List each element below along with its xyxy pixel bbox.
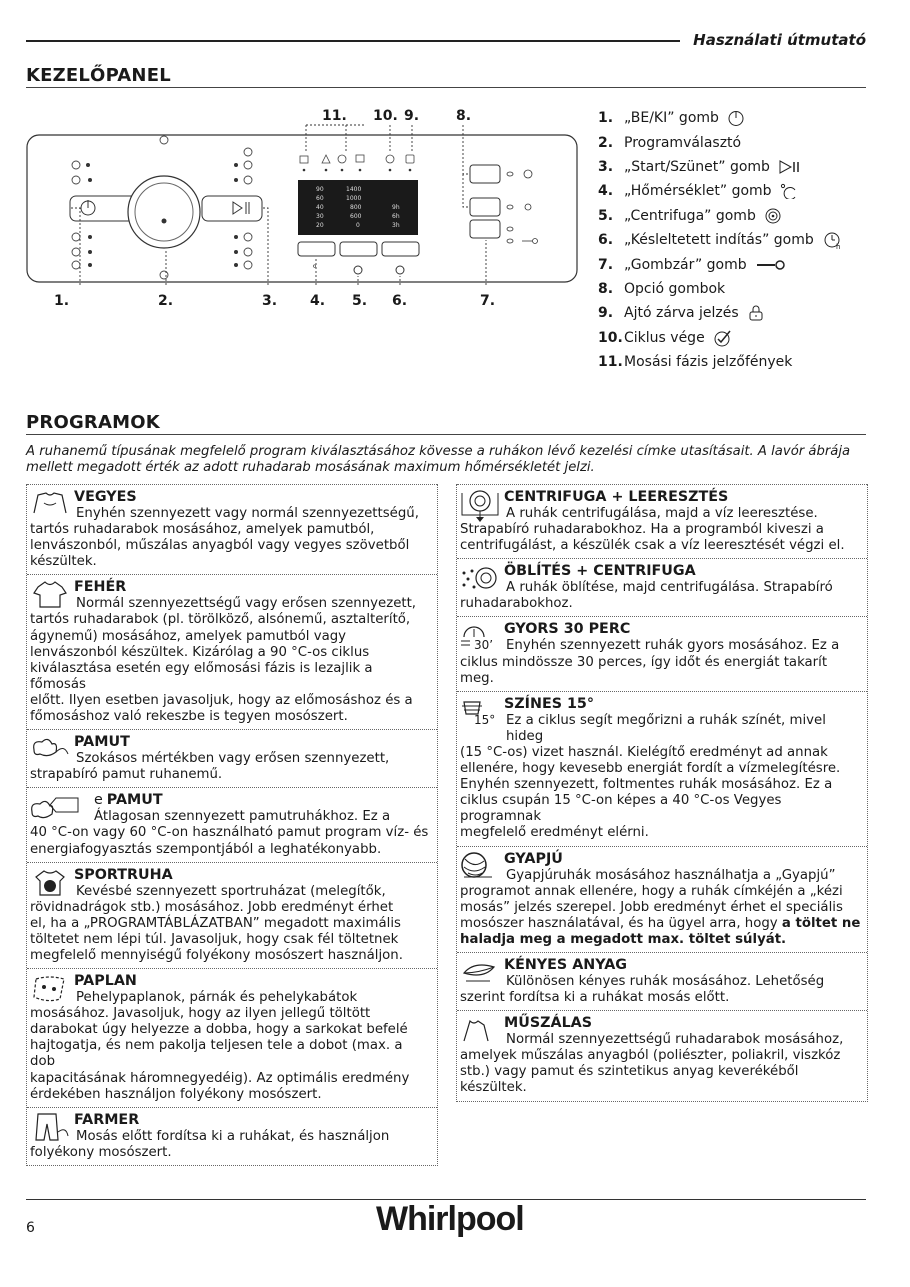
legend-label: „Késleltetett indítás” gomb (624, 232, 814, 249)
rinse-spin-icon (460, 563, 500, 593)
program-desc-line: főmosáshoz való rekeszbe is tegyen mosószert. (30, 709, 348, 725)
program-title (94, 791, 431, 809)
temperature-icon (776, 183, 798, 199)
program-desc-line: energiafogyasztás szempontjából a leghatékonyabb. (30, 841, 382, 857)
eco-cotton-icon (30, 792, 70, 822)
legend-item (598, 326, 898, 350)
delicates-icon (460, 957, 500, 987)
temperature-button-shape (298, 242, 335, 256)
program-title-text: KÉNYES ANYAG (504, 956, 628, 973)
header-rule (26, 40, 680, 42)
white-shirt-icon (30, 579, 70, 609)
program-quick-30 (457, 616, 867, 690)
program-title (504, 1014, 861, 1032)
legend-number: 5. (598, 207, 614, 224)
panel-label-2: 2. (158, 293, 174, 309)
program-mixed (27, 484, 437, 574)
program-title-text: ÖBLÍTÉS + CENTRIFUGA (504, 563, 696, 580)
program-desc-line: tartós ruhadarabok (pl. törölköző, alsónemű, asztalterítő, (30, 612, 411, 628)
program-title (74, 1111, 431, 1129)
program-dial-shape (128, 176, 200, 248)
colours-15-icon (460, 696, 500, 726)
temp-60: 60 (316, 195, 324, 202)
program-duvet (27, 968, 437, 1107)
program-title-text: FARMER (74, 1111, 140, 1128)
eco-mark: e (94, 792, 103, 809)
power-icon (723, 109, 745, 127)
key-lock-button-shape (470, 220, 500, 238)
program-colours-15 (457, 691, 867, 846)
program-desc-line (460, 916, 861, 932)
program-desc-line: Enyhén szennyezett vagy normál szennyezettségű, (76, 506, 419, 521)
panel-label-11: 11. (322, 108, 347, 124)
program-desc-line: A ruhák öblítése, majd centrifugálása. Strapabíró (506, 580, 833, 596)
panel-legend (598, 106, 898, 374)
program-desc-line: Normál szennyezettségű ruhadarabok mosásához, (506, 1032, 844, 1048)
legend-number: 11. (598, 354, 623, 371)
legend-label: Programválasztó (624, 134, 742, 151)
program-title (504, 562, 861, 580)
speed-600: 600 (350, 213, 362, 220)
legend-label: „Centrifuga” gomb (624, 207, 756, 224)
svg-text:h: h (835, 243, 841, 251)
program-desc-line: Pehelypaplanok, párnák és pehelykabátok (76, 990, 358, 1006)
program-desc-line: Különösen kényes ruhák mosásához. Lehetőség (506, 973, 825, 989)
speed-0: 0 (356, 222, 360, 229)
program-desc-line: ciklus csupán 15 °C-on képes a 40 °C-os Vegyes programnak (460, 793, 782, 825)
spin-icon (760, 207, 782, 225)
program-desc-line: Gyapjúruhák mosásához használhatja a „Gyapjú” (506, 867, 836, 883)
key-lock-icon (751, 258, 787, 272)
programs-right-column (456, 484, 868, 1102)
legend-number: 3. (598, 158, 614, 175)
program-desc-line: hajtogatja, és nem pakolja teljesen tele a dobot (max. a dob (30, 1038, 403, 1070)
programs-intro: A ruhanemű típusának megfelelő program kiválasztásához kövesse a ruhákon lévő kezelési címke utasításait. A lavór ábrája mellett megadott érték az adott ruhadarab mosásának maximum hőmérsékletét jelzi. (26, 444, 851, 475)
legend-label: Ajtó zárva jelzés (624, 305, 739, 322)
brand-logo: Whirlpool (376, 1200, 524, 1238)
svg-text:°: ° (312, 264, 317, 275)
programs-section-title: PROGRAMOK (26, 412, 160, 433)
program-desc-bold: haladja meg a megadott max. töltet súlyát. (460, 931, 787, 947)
program-synthetics (457, 1010, 867, 1100)
legend-label: „BE/KI” gomb (624, 110, 719, 127)
cycle-end-icon (709, 329, 733, 347)
legend-item (598, 277, 898, 301)
program-desc-line: megfelelő mennyiségű folyékony mosószert használjon. (30, 947, 403, 963)
program-title-text: PAMUT (74, 734, 130, 751)
program-desc-line: mosásához. Javasoljuk, hogy az ilyen jellegű töltött (30, 1006, 371, 1022)
program-desc-bold: a töltet ne (781, 915, 861, 931)
program-title-text: PAMUT (106, 792, 163, 809)
program-title (74, 733, 431, 751)
legend-number: 4. (598, 183, 614, 200)
temp-40: 40 (316, 204, 324, 211)
program-desc-line: érdekében használjon folyékony mosószert. (30, 1086, 322, 1102)
program-desc-line: készültek. (30, 554, 97, 570)
program-title-text: PAPLAN (74, 973, 137, 990)
legend-item (598, 228, 898, 252)
program-title (74, 972, 431, 990)
program-title (504, 620, 861, 638)
speed-800: 800 (350, 204, 362, 211)
panel-label-4: 4. (310, 293, 326, 309)
panel-label-3: 3. (262, 293, 278, 309)
door-lock-icon (743, 304, 765, 322)
program-jeans (27, 1107, 437, 1165)
spin-drain-icon (460, 489, 500, 519)
program-desc-line: kapacitásának háromnegyedéig). Az optimális eredmény (30, 1070, 410, 1086)
program-desc-line: strapabíró pamut ruhanemű. (30, 767, 223, 783)
legend-item (598, 155, 898, 179)
program-title-text: GYORS 30 PERC (504, 621, 631, 638)
program-title-text: SZÍNES 15° (504, 695, 595, 712)
icon-label: 30’ (474, 638, 494, 653)
program-desc-line: (15 °C-os) vizet használ. Kielégítő eredményt ad annak (460, 744, 828, 760)
program-desc-line: Strapabíró ruhadarabokhoz. Ha a programból kiveszi a (460, 522, 824, 538)
legend-item (598, 350, 898, 374)
panel-label-1: 1. (54, 293, 70, 309)
program-delicates (457, 952, 867, 1010)
program-desc-line: 40 °C-on vagy 60 °C-on használható pamut program víz- és (30, 825, 429, 841)
legend-label: Ciklus vége (624, 329, 705, 346)
delay-3h: 3h (392, 222, 400, 229)
panel-label-9: 9. (404, 108, 420, 124)
legend-item (598, 179, 898, 203)
legend-label: Opció gombok (624, 280, 726, 297)
program-title (74, 488, 431, 506)
program-desc-line: A ruhák centrifugálása, majd a víz leeresztése. (506, 506, 818, 521)
legend-number: 7. (598, 256, 614, 273)
program-desc-line: Ez a ciklus segít megőrizni a ruhák színét, mivel hideg (506, 712, 826, 744)
program-desc-line: rövidnadrágok stb.) mosásához. Jobb eredményt érhet (30, 899, 394, 915)
program-desc-line: amelyek műszálas anyagból (poliészter, poliakril, viszkóz (460, 1048, 841, 1064)
program-title (504, 695, 861, 713)
delay-start-icon (818, 230, 844, 250)
temp-20: 20 (316, 222, 324, 229)
program-desc-line: lenvászonból, műszálas anyagból vagy vegyes szövetből (30, 538, 410, 554)
temp-30: 30 (316, 213, 324, 220)
program-title-text: SPORTRUHA (74, 866, 173, 883)
legend-item (598, 106, 898, 130)
program-desc-line: előtt. Ilyen esetben javasoljuk, hogy az előmosáshoz és a (30, 692, 413, 708)
speed-1000: 1000 (346, 195, 362, 202)
legend-label: „Hőmérséklet” gomb (624, 183, 772, 200)
legend-label: Mosási fázis jelzőfények (624, 354, 793, 371)
mixed-icon (30, 489, 70, 519)
program-desc-line: ruhadarabokhoz. (460, 596, 573, 612)
program-desc-line: ágynemű) mosásához, amelyek pamutból vagy (30, 628, 347, 644)
legend-number: 9. (598, 305, 614, 322)
legend-number: 2. (598, 134, 614, 151)
program-desc-line: Szokásos mértékben vagy erősen szennyezett, (76, 751, 390, 767)
program-desc-line: darabokat úgy helyezze a dobba, hogy a sarkokat befelé (30, 1022, 408, 1038)
spin-button-shape (340, 242, 377, 256)
program-desc-line: Enyhén szennyezett ruhák gyors mosásához. Ez a (506, 638, 840, 654)
panel-label-5: 5. (352, 293, 368, 309)
program-wool (457, 846, 867, 952)
panel-label-7: 7. (480, 293, 496, 309)
program-desc-line: folyékony mosószert. (30, 1144, 172, 1160)
program-white-shirt (27, 574, 437, 729)
program-cotton (27, 729, 437, 787)
page-number: 6 (26, 1220, 35, 1236)
wool-icon (460, 851, 500, 881)
program-desc-line: centrifugálást, a készülék csak a víz leeresztését végzi el. (460, 538, 845, 554)
program-rinse-spin (457, 558, 867, 616)
program-title (74, 578, 431, 596)
program-desc-line: Enyhén szennyezett, foltmentes ruhák mosásához. Ez a (460, 777, 833, 793)
program-title (74, 866, 431, 884)
icon-label: 15° (474, 712, 496, 727)
program-desc-line: szerint fordítsa ki a ruhákat mosás előtt. (460, 990, 730, 1006)
start-pause-icon (774, 159, 802, 175)
program-desc-line: töltetet nem lépi túl. Javasoljuk, hogy csak fél töltetnek (30, 931, 399, 947)
program-sport (27, 862, 437, 968)
program-desc-line: ellenére, hogy kevesebb energiát fordít a vízmelegítésre. (460, 761, 841, 777)
speed-1400: 1400 (346, 186, 362, 193)
program-title (504, 488, 861, 506)
option-button-2-shape (470, 198, 500, 216)
program-title-text: CENTRIFUGA + LEERESZTÉS (504, 489, 729, 505)
sport-icon (30, 867, 70, 897)
option-button-1-shape (470, 165, 500, 183)
program-desc-line: mosás” jelzés szerepel. Jobb eredményt érhet el speciális (460, 899, 843, 915)
panel-section-rule (26, 87, 866, 88)
delay-button-shape (382, 242, 419, 256)
program-title (504, 956, 861, 974)
jeans-icon (30, 1112, 70, 1142)
program-desc-line: ciklus mindössze 30 perces, így időt és energiát takarít meg. (460, 654, 828, 686)
program-desc-line: megfelelő eredményt elérni. (460, 825, 649, 841)
panel-label-8: 8. (456, 108, 472, 124)
legend-item (598, 204, 898, 228)
legend-item (598, 252, 898, 276)
program-desc-line: programot annak ellenére, hogy a ruhák címkéjén a „kézi (460, 883, 843, 899)
start-button-shape (202, 196, 262, 221)
delay-6h: 6h (392, 213, 400, 220)
program-desc-text: mosószer használatával, és ha ügyel arra, hogy (460, 915, 782, 931)
legend-item (598, 301, 898, 325)
program-desc-line: tartós ruhadarabok mosásához, amelyek pamutból, (30, 522, 375, 538)
cotton-icon (30, 734, 70, 764)
program-title-text: VEGYES (74, 489, 137, 505)
panel-label-10: 10. (373, 108, 398, 124)
program-title-text: FEHÉR (74, 579, 127, 596)
program-desc-line: Normál szennyezettségű vagy erősen szennyezett, (76, 596, 417, 612)
duvet-icon (30, 973, 70, 1003)
legend-label: „Start/Szünet” gomb (624, 158, 770, 175)
panel-label-6: 6. (392, 293, 408, 309)
legend-number: 8. (598, 280, 614, 297)
program-desc-line: Kevésbé szennyezett sportruházat (melegítők, (76, 883, 386, 899)
program-eco-cotton (27, 787, 437, 861)
program-title (504, 850, 861, 868)
programs-section-rule (26, 434, 866, 435)
program-desc-line: Mosás előtt fordítsa ki a ruhákat, és használjon (76, 1128, 390, 1144)
delay-9h: 9h (392, 204, 400, 211)
panel-section-title: KEZELŐPANEL (26, 65, 171, 86)
program-spin-drain (457, 484, 867, 558)
legend-number: 10. (598, 329, 623, 346)
legend-item (598, 130, 898, 154)
program-title-text: GYAPJÚ (504, 850, 563, 867)
quick-30-icon (460, 621, 500, 651)
program-desc-line: Átlagosan szennyezett pamutruhákhoz. Ez a (94, 809, 391, 825)
program-title-text: MŰSZÁLAS (504, 1015, 593, 1032)
temp-90: 90 (316, 186, 324, 193)
programs-left-column (26, 484, 438, 1166)
program-desc-line: lenvászonból készültek. Kizárólag a 90 °C-os ciklus (30, 644, 370, 660)
synthetics-icon (460, 1015, 500, 1045)
program-desc-line: kiválasztása esetén egy előmosási fázis is lezajlik a főmosás (30, 660, 373, 692)
header-title: Használati útmutató (693, 31, 866, 49)
legend-label: „Gombzár” gomb (624, 256, 747, 273)
legend-number: 6. (598, 232, 614, 249)
program-desc-line: stb.) vagy pamut és szintetikus anyag keverékéből készültek. (460, 1064, 799, 1096)
control-panel-diagram (26, 100, 586, 315)
program-desc-line: el, ha a „PROGRAMTÁBLÁZATBAN” megadott maximális (30, 915, 401, 931)
legend-number: 1. (598, 110, 614, 127)
